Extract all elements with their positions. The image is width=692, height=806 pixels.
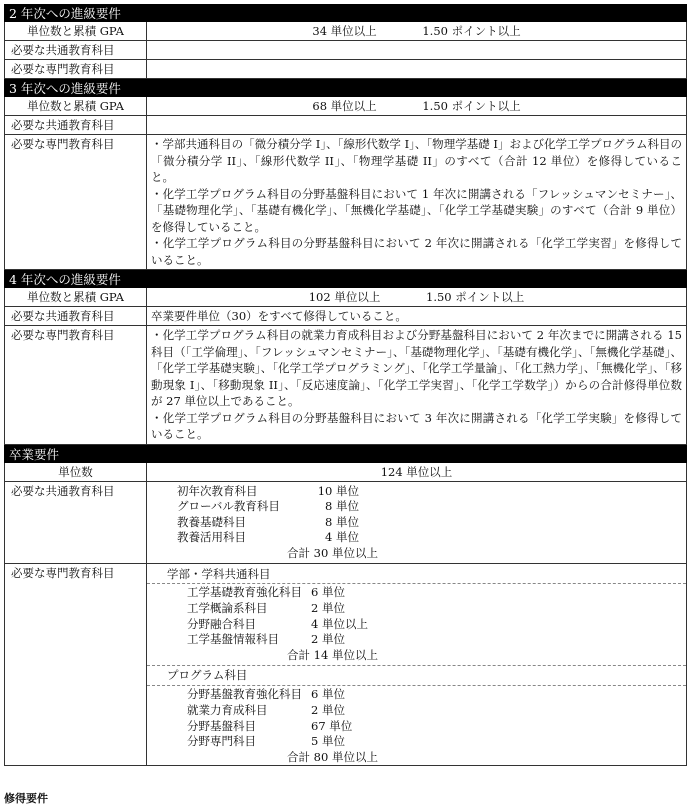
program-subject-list <box>187 687 686 749</box>
group-program <box>147 685 686 765</box>
subject-name: 教養基礎科目 <box>177 514 246 529</box>
section-header-year3: 3 年次への進級要件 <box>4 79 687 97</box>
common-row <box>4 116 687 135</box>
row-label: 必要な共通教育科目 <box>5 482 147 564</box>
section-header-year2: 2 年次への進級要件 <box>4 4 687 22</box>
row-label: 単位数と累積 GPA <box>5 22 147 40</box>
subject-units: 6 単位 <box>311 585 345 600</box>
subject-name: 就業力育成科目 <box>187 703 268 718</box>
subject-name: 分野融合科目 <box>187 616 256 631</box>
subject-units: 4 単位 <box>325 530 359 545</box>
common-subject-list <box>177 484 686 546</box>
subject-name: グローバル教育科目 <box>177 499 280 514</box>
row-value <box>147 288 686 306</box>
subject-name: 初年次教育科目 <box>177 483 258 498</box>
grad-common-row <box>4 482 687 565</box>
gpa-value: 1.50 ポイント以上 <box>422 24 521 38</box>
common-total: 合計 30 単位以上 <box>287 545 378 560</box>
subject-name: 分野基盤科目 <box>187 718 256 733</box>
subject-name: 分野専門科目 <box>187 734 256 749</box>
grad-major-list <box>147 564 686 765</box>
subject-units: 2 単位 <box>311 703 345 718</box>
subject-units: 67 単位 <box>311 718 353 733</box>
subject-units: 5 単位 <box>311 734 345 749</box>
gpa-row <box>4 22 687 41</box>
group-title-program: プログラム科目 <box>147 665 686 684</box>
subject-name: 工学概論系科目 <box>187 601 268 616</box>
subject-row <box>187 703 686 719</box>
row-label: 必要な専門教育科目 <box>5 326 147 444</box>
subject-name: 教養活用科目 <box>177 530 246 545</box>
subject-name: 工学基礎教育強化科目 <box>187 585 302 600</box>
row-value <box>147 22 686 40</box>
gpa-row <box>4 97 687 116</box>
row-label: 必要な専門教育科目 <box>5 564 147 765</box>
subject-units: 2 単位 <box>311 601 345 616</box>
group1-total: 合計 14 単位以上 <box>287 647 378 662</box>
subject-row <box>187 734 686 750</box>
credits-value: 34 単位以上 <box>312 24 377 38</box>
grad-common-list <box>147 482 686 564</box>
subject-name: 工学基盤情報科目 <box>187 632 279 647</box>
faculty-subject-list <box>187 585 686 647</box>
row-label: 必要な共通教育科目 <box>5 307 147 325</box>
footer-label: 修得要件 <box>4 792 48 805</box>
units-row <box>4 463 687 482</box>
row-label: 必要な専門教育科目 <box>5 135 147 269</box>
row-label: 必要な専門教育科目 <box>5 60 147 78</box>
group-title-faculty: 学部・学科共通科目 <box>167 567 271 582</box>
subject-row <box>187 719 686 735</box>
subject-row <box>177 499 686 515</box>
subject-units: 2 単位 <box>311 632 345 647</box>
requirements-table <box>4 4 687 766</box>
row-value <box>147 116 686 134</box>
subject-row <box>177 515 686 531</box>
subject-row <box>177 530 686 546</box>
subject-row <box>187 601 686 617</box>
grad-major-row <box>4 564 687 766</box>
subject-row <box>177 484 686 500</box>
major-row <box>4 326 687 445</box>
gpa-value: 1.50 ポイント以上 <box>426 290 525 304</box>
subject-units: 4 単位以上 <box>311 616 368 631</box>
subject-row <box>187 687 686 703</box>
row-label: 必要な共通教育科目 <box>5 116 147 134</box>
gpa-row <box>4 288 687 307</box>
credits-value: 102 単位以上 <box>308 290 381 304</box>
common-requirement-text: 卒業要件単位（30）をすべて修得していること。 <box>151 309 407 323</box>
major-row <box>4 135 687 270</box>
row-value <box>147 97 686 115</box>
row-label: 単位数 <box>5 463 147 481</box>
subject-row <box>187 585 686 601</box>
common-row <box>4 41 687 60</box>
subject-row <box>187 617 686 633</box>
row-label: 単位数と累積 GPA <box>5 97 147 115</box>
row-label: 単位数と累積 GPA <box>5 288 147 306</box>
subject-row <box>187 632 686 648</box>
major-requirement-text: ・学部共通科目の「微分積分学 I」、「線形代数学 I」、「物理学基礎 I」および化学工学プログラム科目の「微分積分学 II」、「線形代数学 II」、「物理学基礎 II」のすべて（合計 12 単位）を修得していること。 ・化学工学プログラム科目の分野基盤科目において 1 年次に開講される「フレッシュマンセミナー」、「基礎物理化学」、「基礎有機化学」、「無機化学基礎」、「化学工学基礎実験」のすべて（合計 9 単位）を修得していること。 ・化学工学プログラム科目の分野基盤科目において 2 年次に開講される「化学工学実習」を修得していること。 <box>151 137 682 267</box>
common-row <box>4 307 687 326</box>
subject-units: 8 単位 <box>325 499 359 514</box>
major-requirement-text: ・化学工学プログラム科目の就業力育成科目および分野基盤科目において 2 年次までに開講される 15 科目（「工学倫理」、「フレッシュマンセミナー」、「基礎物理化学」、「基礎有機化学」、「無機化学基礎」、「化学工学基礎実験」、「化学工学プログラミング」、「化学工学量論」、「化工熱力学」、「無機化学」、「移動現象 I」、「移動現象 II」、「反応速度論」、「化学工学実習」、「化学工学数学」）からの合計修得単位数が 27 単位以上であること。 ・化学工学プログラム科目の分野基盤科目において 3 年次に開講される「化学工学実験」を修得していること。 <box>151 328 682 441</box>
subject-units: 8 単位 <box>325 514 359 529</box>
row-label: 必要な共通教育科目 <box>5 41 147 59</box>
group-faculty <box>147 583 686 665</box>
group2-total: 合計 80 単位以上 <box>287 749 378 764</box>
subject-units: 10 単位 <box>317 483 359 498</box>
row-value <box>147 60 686 78</box>
subject-units: 6 単位 <box>311 687 345 702</box>
major-row <box>4 60 687 79</box>
gpa-value: 1.50 ポイント以上 <box>422 99 521 113</box>
section-header-graduation: 卒業要件 <box>4 445 687 463</box>
subject-name: 分野基盤教育強化科目 <box>187 687 302 702</box>
section-header-year4: 4 年次への進級要件 <box>4 270 687 288</box>
credits-value: 68 単位以上 <box>312 99 377 113</box>
row-value <box>147 41 686 59</box>
units-value: 124 単位以上 <box>380 464 453 479</box>
